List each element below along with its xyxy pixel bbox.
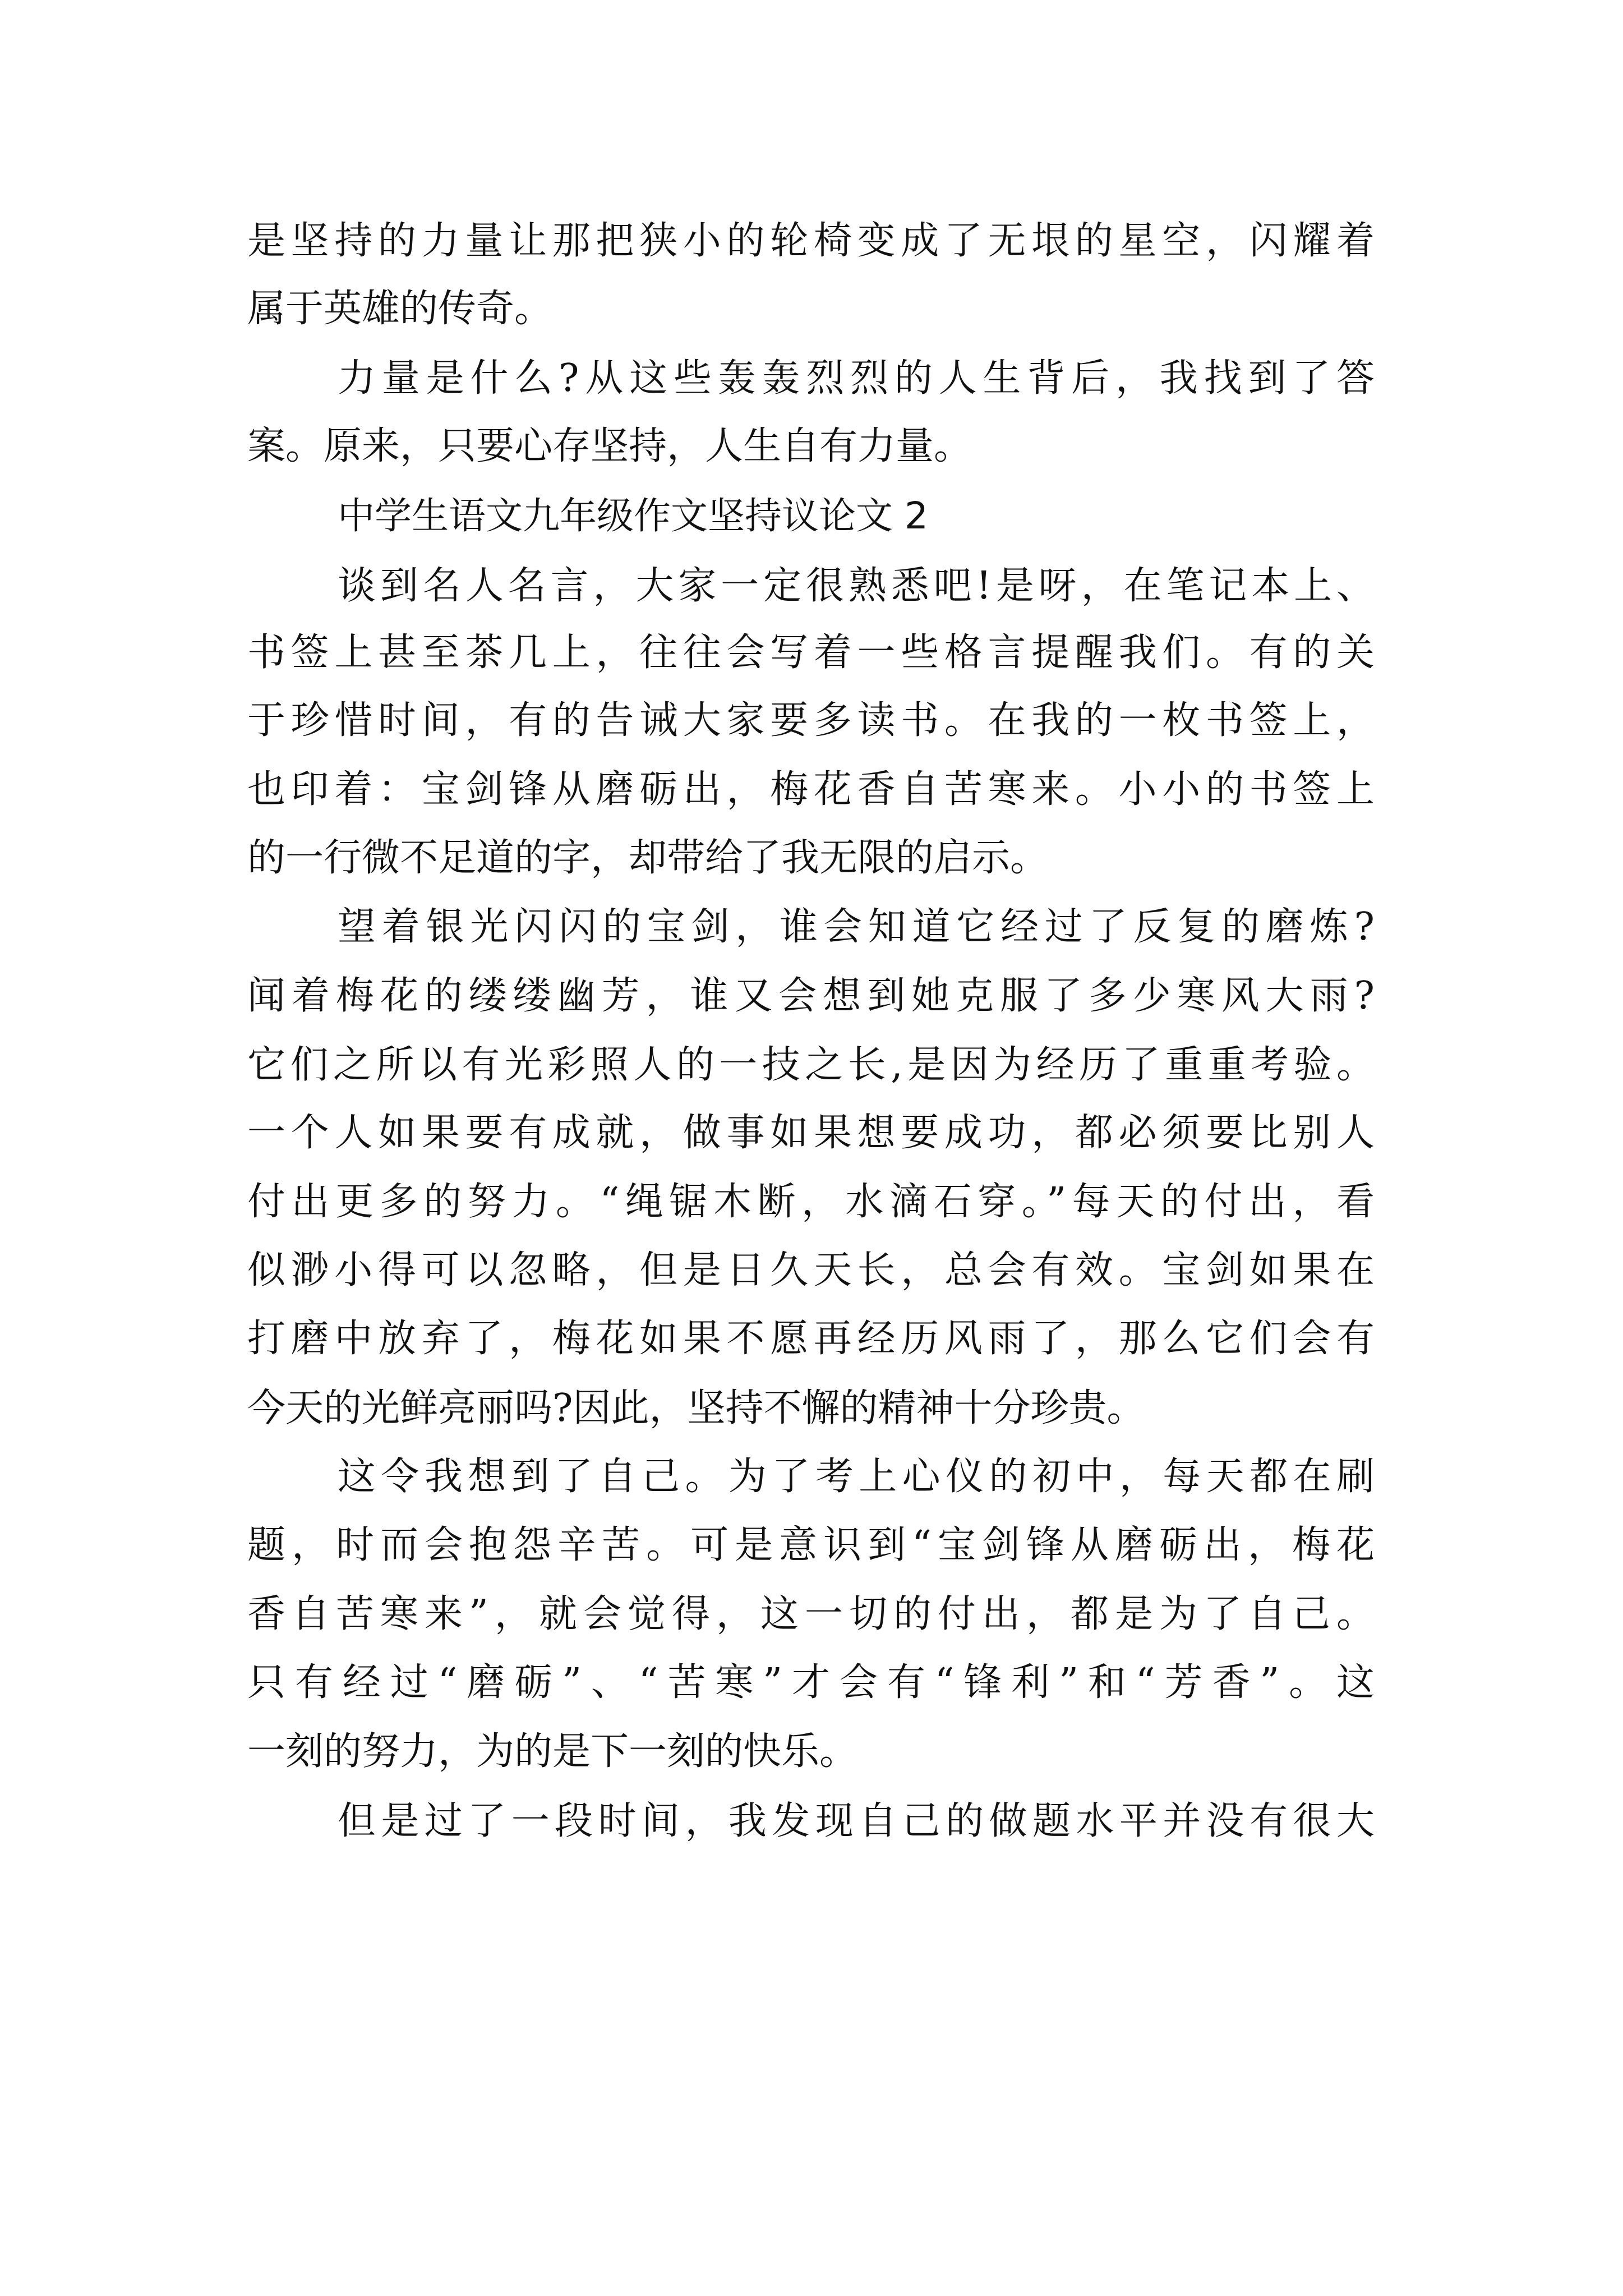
paragraph-2-line-1: 力量是什么?从这些轰轰烈烈的人生背后，我找到了答: [338, 356, 1375, 401]
paragraph-3-line-1: 谈到名人名言，大家一定很熟悉吧!是呀，在笔记本上、: [338, 564, 1375, 608]
paragraph-1-line-1: 是坚持的力量让那把狭小的轮椅变成了无垠的星空，闪耀着: [247, 219, 1375, 263]
paragraph-2-line-2: 案。原来，只要心存坚持，人生自有力量。: [247, 424, 972, 468]
paragraph-4-line-2: 闻着梅花的缕缕幽芳，谁又会想到她克服了多少寒风大雨?: [247, 974, 1375, 1018]
paragraph-4-line-8: 今天的光鲜亮丽吗?因此，坚持不懈的精神十分珍贵。: [247, 1386, 1145, 1430]
paragraph-5-line-5: 一刻的努力，为的是下一刻的快乐。: [247, 1729, 858, 1774]
paragraph-5-line-1: 这令我想到了自己。为了考上心仪的初中，每天都在刷: [338, 1455, 1375, 1499]
paragraph-5-line-2: 题，时而会抱怨辛苦。可是意识到“宝剑锋从磨砺出，梅花: [247, 1523, 1375, 1567]
paragraph-5-line-3: 香自苦寒来”，就会觉得，这一切的付出，都是为了自己。: [247, 1592, 1375, 1636]
paragraph-4-line-3: 它们之所以有光彩照人的一技之长,是因为经历了重重考验。: [247, 1043, 1375, 1087]
paragraph-4-line-7: 打磨中放弃了，梅花如果不愿再经历风雨了，那么它们会有: [247, 1317, 1375, 1361]
paragraph-4-line-6: 似渺小得可以忽略，但是日久天长，总会有效。宝剑如果在: [247, 1248, 1375, 1292]
paragraph-6-line-1: 但是过了一段时间，我发现自己的做题水平并没有很大: [338, 1799, 1375, 1843]
paragraph-1-line-2: 属于英雄的传奇。: [247, 287, 553, 331]
paragraph-3-line-2: 书签上甚至茶几上，往往会写着一些格言提醒我们。有的关: [247, 631, 1375, 675]
paragraph-4-line-4: 一个人如果要有成就，做事如果想要成功，都必须要比别人: [247, 1111, 1375, 1155]
paragraph-3-line-3: 于珍惜时间，有的告诫大家要多读书。在我的一枚书签上，: [247, 698, 1375, 743]
paragraph-4-line-1: 望着银光闪闪的宝剑，谁会知道它经过了反复的磨炼?: [338, 905, 1375, 949]
essay-heading: 中学生语文九年级作文坚持议论文 2: [338, 494, 928, 537]
paragraph-3-line-4: 也印着：宝剑锋从磨砺出，梅花香自苦寒来。小小的书签上: [247, 767, 1375, 812]
paragraph-5-line-4: 只有经过“磨砺”、“苦寒”才会有“锋利”和“芳香”。这: [247, 1660, 1375, 1705]
paragraph-4-line-5: 付出更多的努力。“绳锯木断，水滴石穿。”每天的付出，看: [247, 1180, 1375, 1224]
paragraph-3-line-5: 的一行微不足道的字，却带给了我无限的启示。: [247, 836, 1049, 880]
